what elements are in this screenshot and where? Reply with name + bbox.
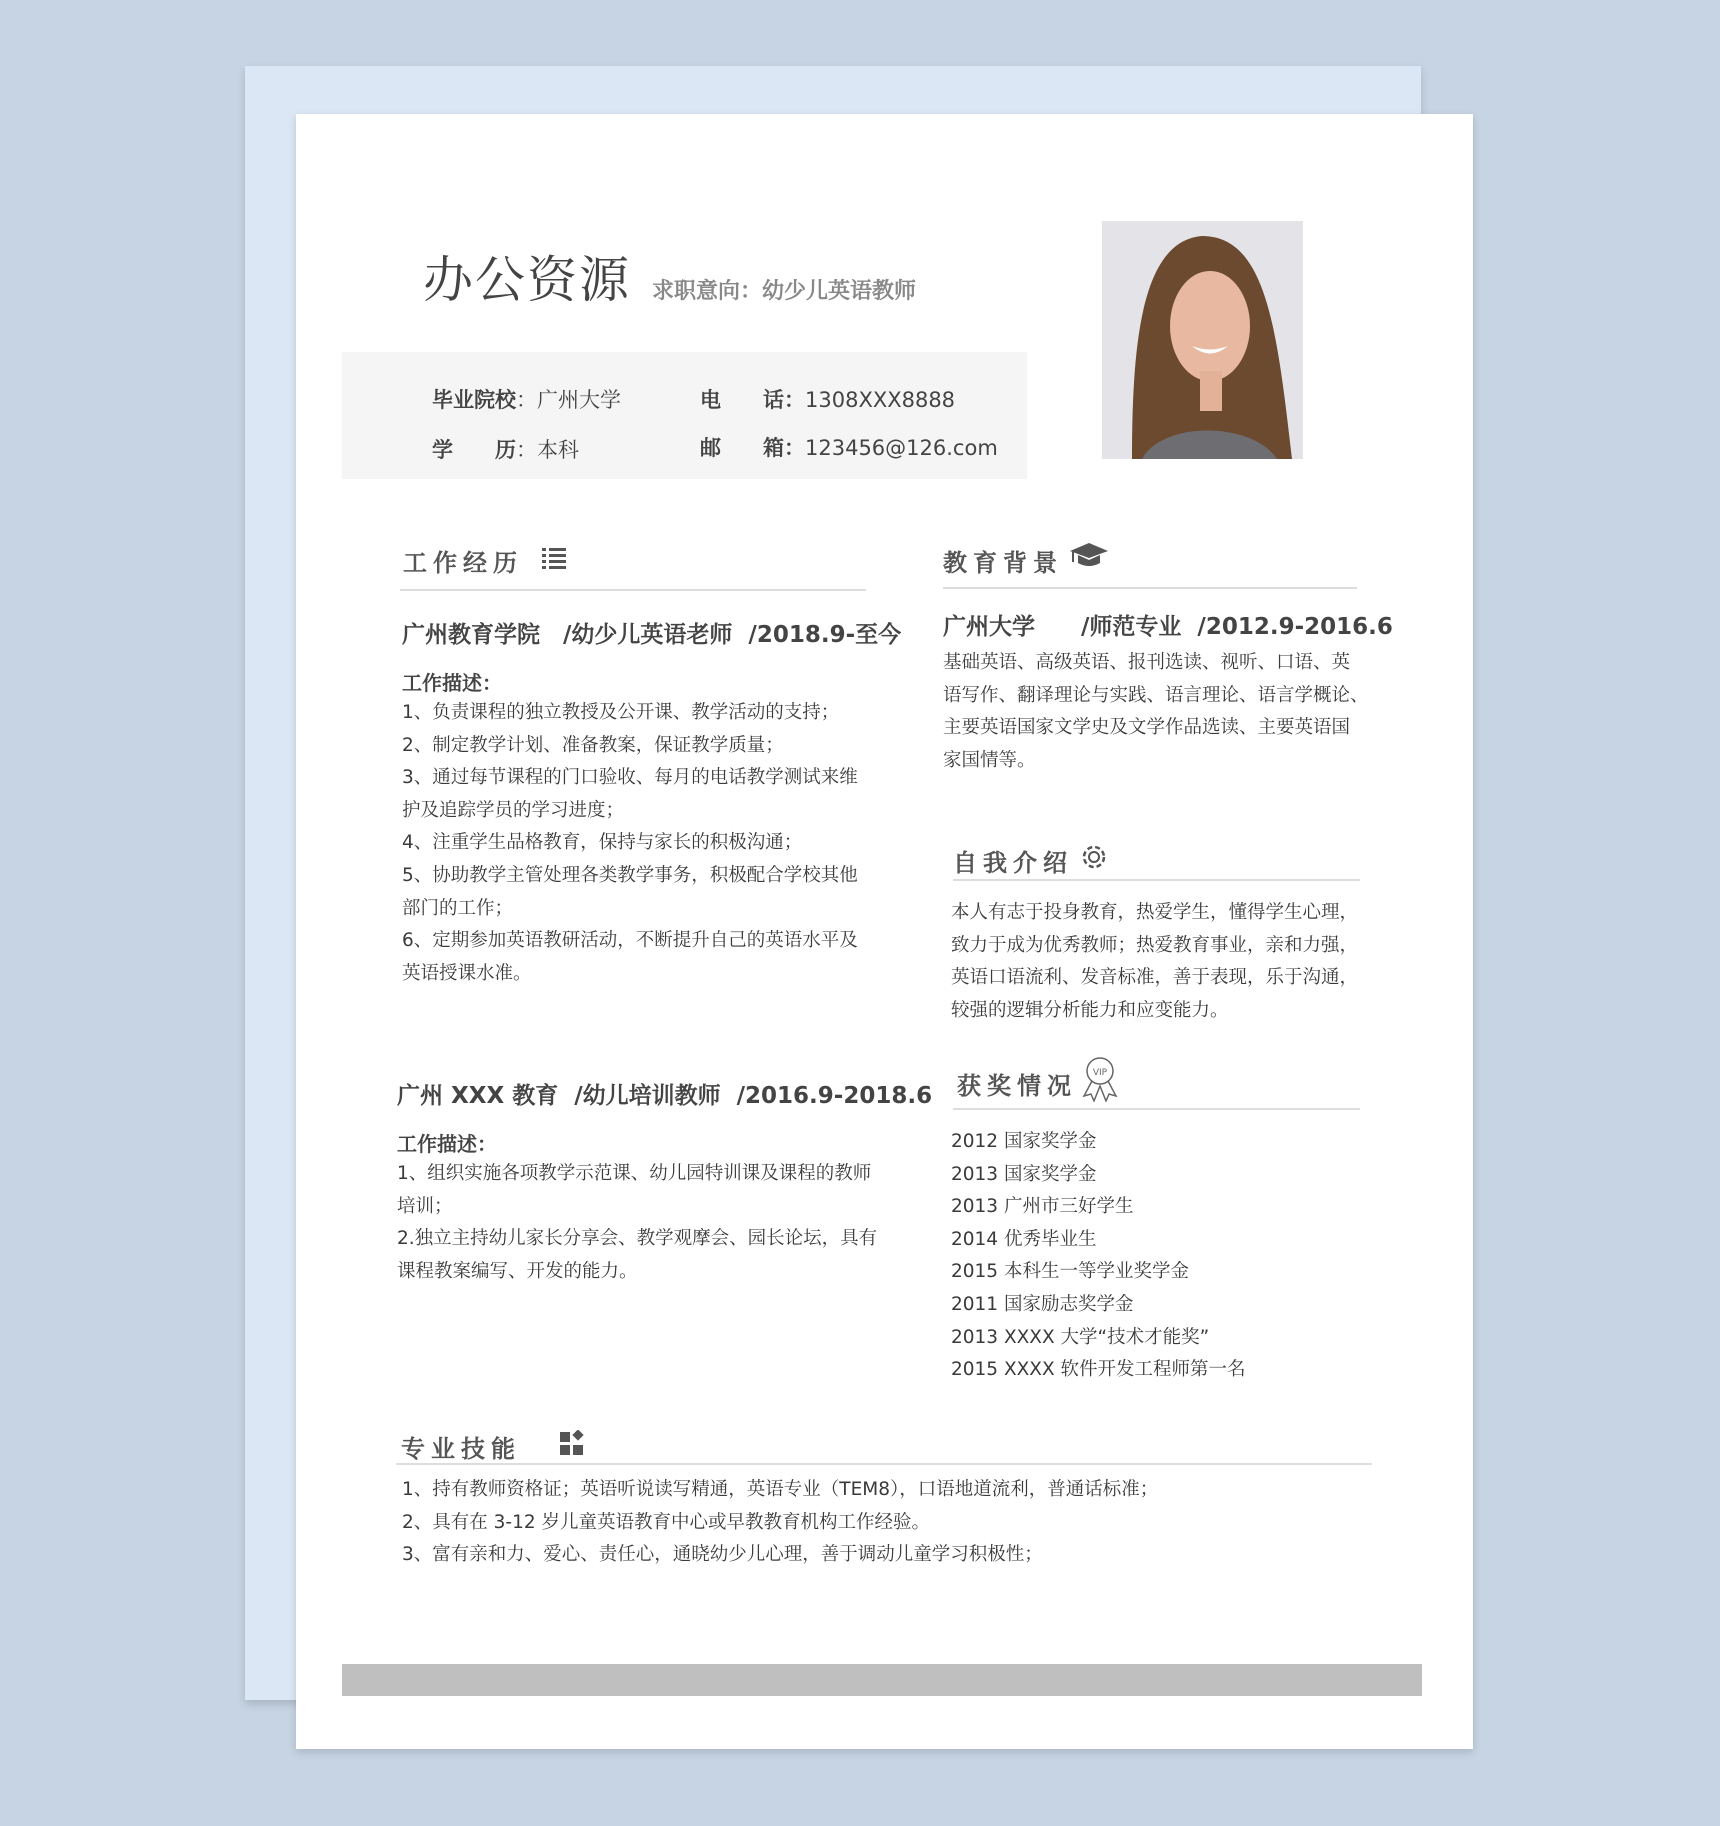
award-item: 2014 优秀毕业生 xyxy=(951,1228,1097,1250)
desc-line: 1、组织实施各项教学示范课、幼儿园特训课及课程的教师 xyxy=(397,1163,872,1184)
candidate-name: 办公资源 xyxy=(423,251,631,309)
skill-line: 1、持有教师资格证；英语听说读写精通，英语专业（TEM8），口语地道流利，普通话标准； xyxy=(402,1479,1159,1500)
divider xyxy=(396,1463,1372,1465)
award-item: 2012 国家奖学金 xyxy=(951,1131,1097,1152)
work-desc xyxy=(402,697,858,990)
education-title: 广州大学 /师范专业 /2012.9-2016.6 xyxy=(943,614,1393,640)
award-item: 2015 本科生一等学业奖学金 xyxy=(951,1261,1189,1283)
skill-line: 2、具有在 3-12 岁儿童英语教育中心或早教教育机构工作经验。 xyxy=(402,1511,931,1533)
award-item: 2013 XXXX 大学“技术才能奖” xyxy=(951,1326,1210,1348)
desc-line: 护及追踪学员的学习进度； xyxy=(402,799,625,821)
vip-badge-icon xyxy=(1080,1056,1120,1102)
desc-line: 英语授课水准。 xyxy=(402,962,532,984)
email-label: 邮 箱： xyxy=(700,436,805,460)
desc-line: 6、定期参加英语教研活动，不断提升自己的英语水平及 xyxy=(402,930,858,952)
course-line: 语写作、翻译理论与实践、语言理论、语言学概论、 xyxy=(943,684,1369,706)
degree-value: ：本科 xyxy=(516,438,579,462)
desc-line: 培训； xyxy=(397,1195,453,1217)
divider xyxy=(953,1108,1360,1110)
desc-line: 4、注重学生品格教育，保持与家长的积极沟通； xyxy=(402,832,803,854)
self-intro-text xyxy=(951,897,1358,1027)
phone-label: 电 话： xyxy=(700,388,805,412)
email-value: 123456@126.com xyxy=(805,436,998,460)
desc-line: 课程教案编写、开发的能力。 xyxy=(397,1260,638,1282)
divider xyxy=(953,879,1360,881)
degree-field xyxy=(432,434,579,464)
desc-line: 1、负责课程的独立教授及公开课、教学活动的支持； xyxy=(402,702,840,723)
desc-line: 2、制定教学计划、准备教案，保证教学质量； xyxy=(402,734,784,756)
intro-line: 较强的逻辑分析能力和应变能力。 xyxy=(951,999,1229,1021)
awards-list xyxy=(951,1126,1246,1387)
degree-label: 学 历 xyxy=(432,438,516,462)
intro-line: 英语口语流利、发音标准，善于表现，乐于沟通， xyxy=(951,967,1359,989)
graduation-cap-icon xyxy=(1070,543,1108,569)
work-entry-title: 广州教育学院 /幼少儿英语老师 /2018.9-至今 xyxy=(402,622,902,648)
award-item: 2013 广州市三好学生 xyxy=(951,1196,1134,1218)
self-intro-heading: 自我介绍 xyxy=(953,849,1073,877)
work-desc xyxy=(397,1158,877,1288)
work-entry-title: 广州 XXX 教育 /幼儿培训教师 /2016.9-2018.6 xyxy=(397,1083,933,1109)
award-item: 2013 国家奖学金 xyxy=(951,1163,1097,1185)
svg-text:VIP: VIP xyxy=(1092,1068,1108,1078)
work-desc-label: 工作描述： xyxy=(402,671,502,695)
phone-value: 1308XXX8888 xyxy=(805,388,956,412)
school-label: 毕业院校 xyxy=(432,388,516,412)
education-heading: 教育背景 xyxy=(943,549,1063,577)
awards-heading: 获奖情况 xyxy=(957,1072,1077,1100)
skills-list xyxy=(402,1474,1158,1572)
desc-line: 部门的工作； xyxy=(402,897,514,919)
school-field xyxy=(432,384,621,414)
desc-line: 3、通过每节课程的门口验收、每月的电话教学测试来维 xyxy=(402,767,858,789)
gear-icon xyxy=(1079,842,1109,872)
course-line: 基础英语、高级英语、报刊选读、视听、口语、英 xyxy=(943,652,1351,673)
award-item: 2011 国家励志奖学金 xyxy=(951,1293,1134,1315)
desc-line: 2.独立主持幼儿家长分享会、教学观摩会、园长论坛，具有 xyxy=(397,1228,878,1250)
course-line: 主要英语国家文学史及文学作品选读、主要英语国 xyxy=(943,717,1351,739)
course-line: 家国情等。 xyxy=(943,749,1036,771)
job-intent: 求职意向：幼少儿英语教师 xyxy=(652,279,917,304)
divider xyxy=(400,589,866,591)
work-desc-label: 工作描述： xyxy=(397,1132,497,1156)
award-item: 2015 XXXX 软件开发工程师第一名 xyxy=(951,1359,1246,1381)
email-field xyxy=(700,432,998,462)
phone-field xyxy=(700,384,955,414)
skill-line: 3、富有亲和力、爱心、责任心，通晓幼少儿心理，善于调动儿童学习积极性； xyxy=(402,1544,1043,1566)
intro-line: 本人有志于投身教育，热爱学生，懂得学生心理， xyxy=(951,902,1359,923)
education-courses xyxy=(943,647,1369,777)
list-icon xyxy=(542,546,566,570)
intro-line: 致力于成为优秀教师；热爱教育事业，亲和力强， xyxy=(951,934,1359,956)
profile-photo xyxy=(1102,221,1303,459)
footer-bar xyxy=(342,1664,1422,1696)
skills-heading: 专业技能 xyxy=(401,1435,521,1463)
apps-grid-icon xyxy=(560,1430,586,1456)
school-value: ：广州大学 xyxy=(516,388,621,412)
divider xyxy=(943,587,1357,589)
work-heading: 工作经历 xyxy=(403,549,523,577)
desc-line: 5、协助教学主管处理各类教学事务，积极配合学校其他 xyxy=(402,864,858,886)
